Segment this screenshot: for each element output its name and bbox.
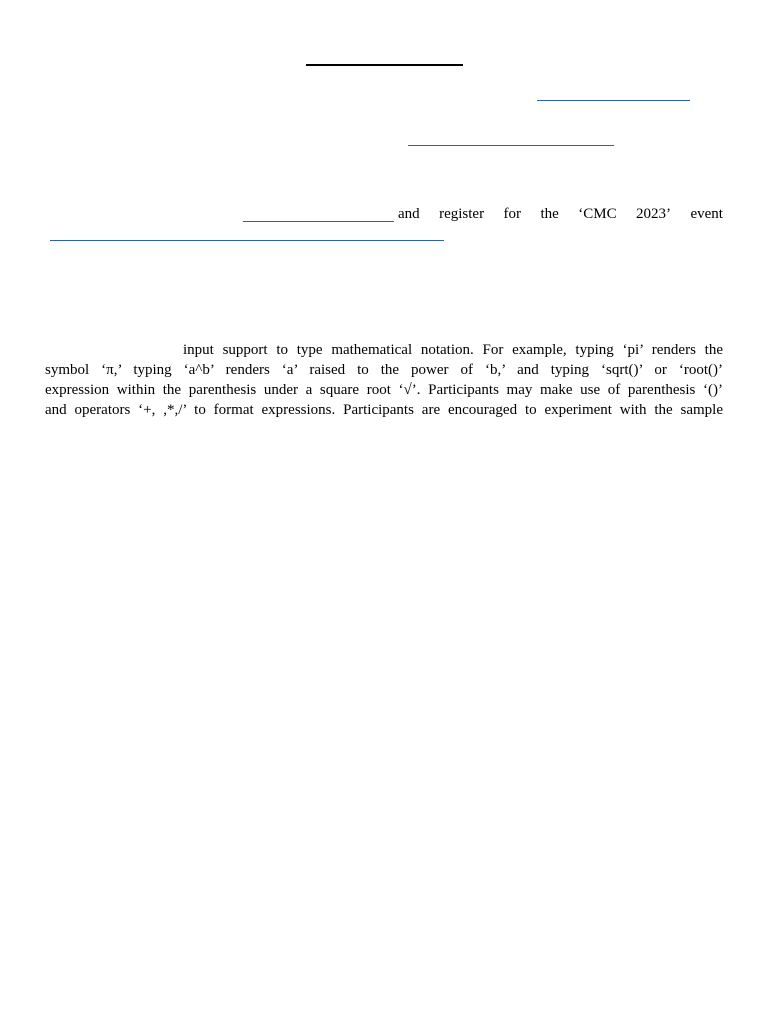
word: register [439,206,485,222]
title-underline [306,64,463,66]
word: ‘CMC [578,206,617,222]
paragraph-line: input support to type mathematical notation. For example, typing ‘pi’ renders the [183,342,723,358]
register-instruction-line [398,204,723,224]
paragraph-line: and operators ‘+, ,*,/’ to format expressions. Participants are encouraged to experiment with the sample [45,402,723,418]
event-hyperlink-underline[interactable] [50,240,444,241]
word: 2023’ [636,206,672,222]
word: the [540,206,559,222]
hyperlink-underline[interactable] [537,100,690,101]
word: and [398,206,420,222]
hyperlink-underline[interactable] [243,221,394,222]
paragraph-line: symbol ‘π,’ typing ‘a^b’ renders ‘a’ raised to the power of ‘b,’ and typing ‘sqrt()’ or ‘root()’ [45,362,723,378]
word: event [690,206,723,222]
hyperlink-underline[interactable] [408,145,614,146]
paragraph-line: expression within the parenthesis under a square root ‘√’. Participants may make use of parenthesis ‘()’ [45,382,723,398]
word: for [503,206,522,222]
